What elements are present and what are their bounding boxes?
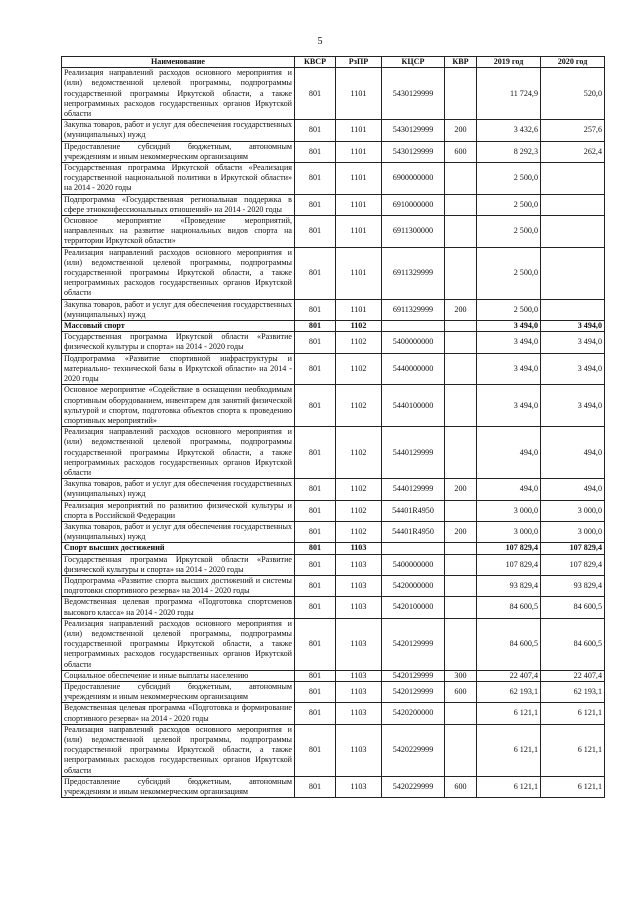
row-name: Предоставление субсидий бюджетным, автономным учреждениям и иным некоммерческим организациям — [62, 776, 295, 797]
row-name: Предоставление субсидий бюджетным, автономным учреждениям и иным некоммерческим организациям — [62, 141, 295, 162]
row-kvsr: 801 — [295, 500, 336, 521]
row-name: Основное мероприятие «Проведение мероприятий, направленных на развитие национальных видов спорта на территории Иркутской области» — [62, 216, 295, 248]
table-row — [62, 597, 605, 618]
row-kcsr: 6911329999 — [382, 247, 445, 299]
row-name: Реализация мероприятий по развитию физической культуры и спорта в Российской Федерации — [62, 500, 295, 521]
row-2020: 3 494,0 — [541, 353, 605, 385]
row-kvsr: 801 — [295, 120, 336, 141]
row-2019: 2 500,0 — [477, 299, 541, 320]
header-name: Наименование — [62, 57, 295, 68]
row-rzpr: 1102 — [336, 353, 382, 385]
row-name: Предоставление субсидий бюджетным, автономным учреждениям и иным некоммерческим организациям — [62, 681, 295, 702]
row-2019: 2 500,0 — [477, 163, 541, 195]
header-kvsr: КВСР — [295, 57, 336, 68]
row-name: Закупка товаров, работ и услуг для обеспечения государственных (муниципальных) нужд — [62, 479, 295, 500]
row-name: Подпрограмма «Государственная региональная поддержка в сфере этноконфессиональных отношений» на 2014 - 2020 годы — [62, 194, 295, 215]
row-kvr: 200 — [445, 521, 477, 542]
row-2019: 84 600,5 — [477, 597, 541, 618]
row-kvr — [445, 575, 477, 596]
row-name: Подпрограмма «Развитие спорта высших достижений и системы подготовки спортивного резерва» на 2014 - 2020 годы — [62, 575, 295, 596]
row-2020: 262,4 — [541, 141, 605, 162]
row-kvsr: 801 — [295, 427, 336, 479]
row-2019: 3 494,0 — [477, 353, 541, 385]
header-2020: 2020 год — [541, 57, 605, 68]
row-2019: 2 500,0 — [477, 247, 541, 299]
row-2020: 6 121,1 — [541, 776, 605, 797]
row-2020 — [541, 247, 605, 299]
row-2019: 84 600,5 — [477, 618, 541, 670]
row-name: Закупка товаров, работ и услуг для обеспечения государственных (муниципальных) нужд — [62, 120, 295, 141]
row-rzpr: 1102 — [336, 479, 382, 500]
row-kcsr: 5420129999 — [382, 670, 445, 681]
row-2019: 6 121,1 — [477, 724, 541, 776]
row-kvsr: 801 — [295, 385, 336, 427]
row-2019: 107 829,4 — [477, 543, 541, 554]
row-kvr: 200 — [445, 479, 477, 500]
row-name: Подпрограмма «Развитие спортивной инфраструктуры и материально- технической базы в Иркутской области» на 2014 - 2020 годы — [62, 353, 295, 385]
row-rzpr: 1102 — [336, 521, 382, 542]
row-kvr — [445, 68, 477, 120]
row-rzpr: 1101 — [336, 163, 382, 195]
row-2020: 3 000,0 — [541, 500, 605, 521]
table-row — [62, 681, 605, 702]
row-kcsr: 5440129999 — [382, 479, 445, 500]
header-rzpr: РзПР — [336, 57, 382, 68]
row-kvr: 600 — [445, 141, 477, 162]
row-kvsr: 801 — [295, 216, 336, 248]
row-rzpr: 1103 — [336, 597, 382, 618]
row-rzpr: 1103 — [336, 618, 382, 670]
row-name: Реализация направлений расходов основного мероприятия и (или) ведомственной целевой программы, подпрограммы государственной программы Иркутской области, а также непрограммных расходов государственных органов Иркутской области — [62, 68, 295, 120]
row-kcsr: 5400000000 — [382, 332, 445, 353]
row-rzpr: 1101 — [336, 216, 382, 248]
table-row — [62, 68, 605, 120]
row-kvsr: 801 — [295, 194, 336, 215]
row-2019: 3 000,0 — [477, 521, 541, 542]
row-kvsr: 801 — [295, 776, 336, 797]
row-kvsr: 801 — [295, 521, 336, 542]
row-2020: 107 829,4 — [541, 543, 605, 554]
row-2020: 3 494,0 — [541, 332, 605, 353]
row-kvr — [445, 554, 477, 575]
table-row — [62, 163, 605, 195]
row-2019: 2 500,0 — [477, 194, 541, 215]
table-row — [62, 521, 605, 542]
row-name: Массовый спорт — [62, 321, 295, 332]
table-row — [62, 321, 605, 332]
row-kcsr: 6911329999 — [382, 299, 445, 320]
row-2019: 3 494,0 — [477, 332, 541, 353]
row-2019: 93 829,4 — [477, 575, 541, 596]
row-rzpr: 1103 — [336, 575, 382, 596]
row-kcsr: 5440000000 — [382, 353, 445, 385]
table-row — [62, 575, 605, 596]
row-kvr — [445, 332, 477, 353]
row-kvsr: 801 — [295, 68, 336, 120]
row-kcsr: 5430129999 — [382, 141, 445, 162]
row-name: Государственная программа Иркутской области «Развитие физической культуры и спорта» на 2014 - 2020 годы — [62, 554, 295, 575]
row-kvr — [445, 385, 477, 427]
row-2019: 3 432,6 — [477, 120, 541, 141]
row-kvr — [445, 353, 477, 385]
row-kvsr: 801 — [295, 670, 336, 681]
row-2019: 3 000,0 — [477, 500, 541, 521]
row-kvsr: 801 — [295, 299, 336, 320]
row-kvsr: 801 — [295, 618, 336, 670]
row-2020 — [541, 216, 605, 248]
row-kvr — [445, 247, 477, 299]
table-row — [62, 703, 605, 724]
row-kvsr: 801 — [295, 554, 336, 575]
row-2019: 6 121,1 — [477, 703, 541, 724]
row-2020: 257,6 — [541, 120, 605, 141]
row-kvsr: 801 — [295, 479, 336, 500]
table-row — [62, 385, 605, 427]
row-name: Государственная программа Иркутской области «Развитие физической культуры и спорта» на 2014 - 2020 годы — [62, 332, 295, 353]
row-name: Спорт высших достижений — [62, 543, 295, 554]
row-kvr — [445, 618, 477, 670]
row-name: Реализация направлений расходов основного мероприятия и (или) ведомственной целевой программы, подпрограммы государственной программы Иркутской области, а также непрограммных расходов государственных органов Иркутской области — [62, 618, 295, 670]
table-row — [62, 500, 605, 521]
row-kvr — [445, 163, 477, 195]
row-name: Государственная программа Иркутской области «Реализация государственной национальной политики в Иркутской области» на 2014 - 2020 годы — [62, 163, 295, 195]
table-row — [62, 724, 605, 776]
table-header-row — [62, 57, 605, 68]
row-kcsr — [382, 543, 445, 554]
row-2020: 3 494,0 — [541, 385, 605, 427]
header-2019: 2019 год — [477, 57, 541, 68]
row-2020: 22 407,4 — [541, 670, 605, 681]
row-2020: 3 000,0 — [541, 521, 605, 542]
row-rzpr: 1101 — [336, 299, 382, 320]
row-kvr — [445, 321, 477, 332]
row-kcsr — [382, 321, 445, 332]
row-2020 — [541, 163, 605, 195]
table-row — [62, 479, 605, 500]
row-2020: 494,0 — [541, 479, 605, 500]
row-kvsr: 801 — [295, 724, 336, 776]
row-name: Реализация направлений расходов основного мероприятия и (или) ведомственной целевой программы, подпрограммы государственной программы Иркутской области, а также непрограммных расходов государственных органов Иркутской области — [62, 427, 295, 479]
row-rzpr: 1103 — [336, 724, 382, 776]
row-rzpr: 1102 — [336, 427, 382, 479]
row-rzpr: 1103 — [336, 681, 382, 702]
row-kvr: 300 — [445, 670, 477, 681]
table-row — [62, 427, 605, 479]
row-kvr — [445, 543, 477, 554]
row-kcsr: 6910000000 — [382, 194, 445, 215]
row-2019: 2 500,0 — [477, 216, 541, 248]
table-row — [62, 141, 605, 162]
row-2019: 11 724,9 — [477, 68, 541, 120]
row-2019: 8 292,3 — [477, 141, 541, 162]
row-2020: 494,0 — [541, 427, 605, 479]
row-rzpr: 1103 — [336, 543, 382, 554]
row-kcsr: 5420200000 — [382, 703, 445, 724]
row-kcsr: 5420129999 — [382, 681, 445, 702]
row-name: Реализация направлений расходов основного мероприятия и (или) ведомственной целевой программы, подпрограммы государственной программы Иркутской области, а также непрограммных расходов государственных органов Иркутской области — [62, 724, 295, 776]
row-rzpr: 1103 — [336, 670, 382, 681]
row-2020: 6 121,1 — [541, 703, 605, 724]
header-kvr: КВР — [445, 57, 477, 68]
row-2020 — [541, 194, 605, 215]
row-rzpr: 1102 — [336, 500, 382, 521]
table-row — [62, 247, 605, 299]
row-2019: 62 193,1 — [477, 681, 541, 702]
row-kvr — [445, 216, 477, 248]
row-2020: 3 494,0 — [541, 321, 605, 332]
row-2020: 6 121,1 — [541, 724, 605, 776]
row-rzpr: 1102 — [336, 332, 382, 353]
row-2019: 494,0 — [477, 479, 541, 500]
table-row — [62, 353, 605, 385]
row-kvr: 200 — [445, 299, 477, 320]
row-kvr: 600 — [445, 776, 477, 797]
row-kvr — [445, 500, 477, 521]
row-kvsr: 801 — [295, 332, 336, 353]
table-row — [62, 670, 605, 681]
row-kcsr: 5430129999 — [382, 120, 445, 141]
row-kvsr: 801 — [295, 353, 336, 385]
row-rzpr: 1101 — [336, 194, 382, 215]
row-name: Основное мероприятие «Содействие в оснащении необходимым спортивным оборудованием, инвентарем для занятий физической культурой и спортом, подготовка объектов спорта к проведению спортивных мероприятий» — [62, 385, 295, 427]
row-kvsr: 801 — [295, 247, 336, 299]
table-row — [62, 120, 605, 141]
row-rzpr: 1101 — [336, 120, 382, 141]
row-kcsr: 5440100000 — [382, 385, 445, 427]
row-rzpr: 1101 — [336, 141, 382, 162]
row-rzpr: 1102 — [336, 321, 382, 332]
row-name: Социальное обеспечение и иные выплаты населению — [62, 670, 295, 681]
row-kvr — [445, 724, 477, 776]
row-2020: 107 829,4 — [541, 554, 605, 575]
row-kcsr: 5420100000 — [382, 597, 445, 618]
row-rzpr: 1103 — [336, 554, 382, 575]
row-kcsr: 5420229999 — [382, 724, 445, 776]
row-kcsr: 5420000000 — [382, 575, 445, 596]
row-2020: 84 600,5 — [541, 618, 605, 670]
row-name: Ведомственная целевая программа «Подготовка и формирование спортивного резерва» на 2014 - 2020 годы — [62, 703, 295, 724]
row-kcsr: 5430129999 — [382, 68, 445, 120]
row-kcsr: 5440129999 — [382, 427, 445, 479]
table-row — [62, 554, 605, 575]
row-rzpr: 1101 — [336, 247, 382, 299]
table-row — [62, 618, 605, 670]
table-body — [62, 68, 605, 798]
row-kvsr: 801 — [295, 321, 336, 332]
row-2020: 93 829,4 — [541, 575, 605, 596]
row-rzpr: 1102 — [336, 385, 382, 427]
budget-table — [61, 56, 605, 798]
row-kvr: 600 — [445, 681, 477, 702]
row-kcsr: 6911300000 — [382, 216, 445, 248]
row-kvsr: 801 — [295, 543, 336, 554]
row-2019: 107 829,4 — [477, 554, 541, 575]
row-kcsr: 5420229999 — [382, 776, 445, 797]
table-row — [62, 776, 605, 797]
row-kcsr: 54401R4950 — [382, 521, 445, 542]
row-name: Ведомственная целевая программа «Подготовка спортсменов высокого класса» на 2014 - 2020 годы — [62, 597, 295, 618]
header-kcsr: КЦСР — [382, 57, 445, 68]
row-kvr: 200 — [445, 120, 477, 141]
row-kvsr: 801 — [295, 163, 336, 195]
row-rzpr: 1103 — [336, 703, 382, 724]
row-2020: 520,0 — [541, 68, 605, 120]
table-row — [62, 216, 605, 248]
row-2019: 6 121,1 — [477, 776, 541, 797]
row-2020 — [541, 299, 605, 320]
row-kvsr: 801 — [295, 703, 336, 724]
row-kcsr: 5420129999 — [382, 618, 445, 670]
row-name: Закупка товаров, работ и услуг для обеспечения государственных (муниципальных) нужд — [62, 299, 295, 320]
row-rzpr: 1101 — [336, 68, 382, 120]
row-kcsr: 54401R4950 — [382, 500, 445, 521]
row-kcsr: 6900000000 — [382, 163, 445, 195]
row-kvsr: 801 — [295, 681, 336, 702]
table-row — [62, 194, 605, 215]
row-kvsr: 801 — [295, 141, 336, 162]
row-kvr — [445, 194, 477, 215]
row-2020: 84 600,5 — [541, 597, 605, 618]
row-kvr — [445, 427, 477, 479]
row-name: Закупка товаров, работ и услуг для обеспечения государственных (муниципальных) нужд — [62, 521, 295, 542]
row-2019: 22 407,4 — [477, 670, 541, 681]
row-kvsr: 801 — [295, 597, 336, 618]
row-rzpr: 1103 — [336, 776, 382, 797]
row-2019: 3 494,0 — [477, 385, 541, 427]
table-row — [62, 299, 605, 320]
row-name: Реализация направлений расходов основного мероприятия и (или) ведомственной целевой программы, подпрограммы государственной программы Иркутской области, а также непрограммных расходов государственных органов Иркутской области — [62, 247, 295, 299]
row-kcsr: 5400000000 — [382, 554, 445, 575]
table-row — [62, 332, 605, 353]
row-kvsr: 801 — [295, 575, 336, 596]
page-number: 5 — [317, 36, 323, 47]
row-kvr — [445, 597, 477, 618]
row-kvr — [445, 703, 477, 724]
table-row — [62, 543, 605, 554]
row-2020: 62 193,1 — [541, 681, 605, 702]
row-2019: 3 494,0 — [477, 321, 541, 332]
row-2019: 494,0 — [477, 427, 541, 479]
